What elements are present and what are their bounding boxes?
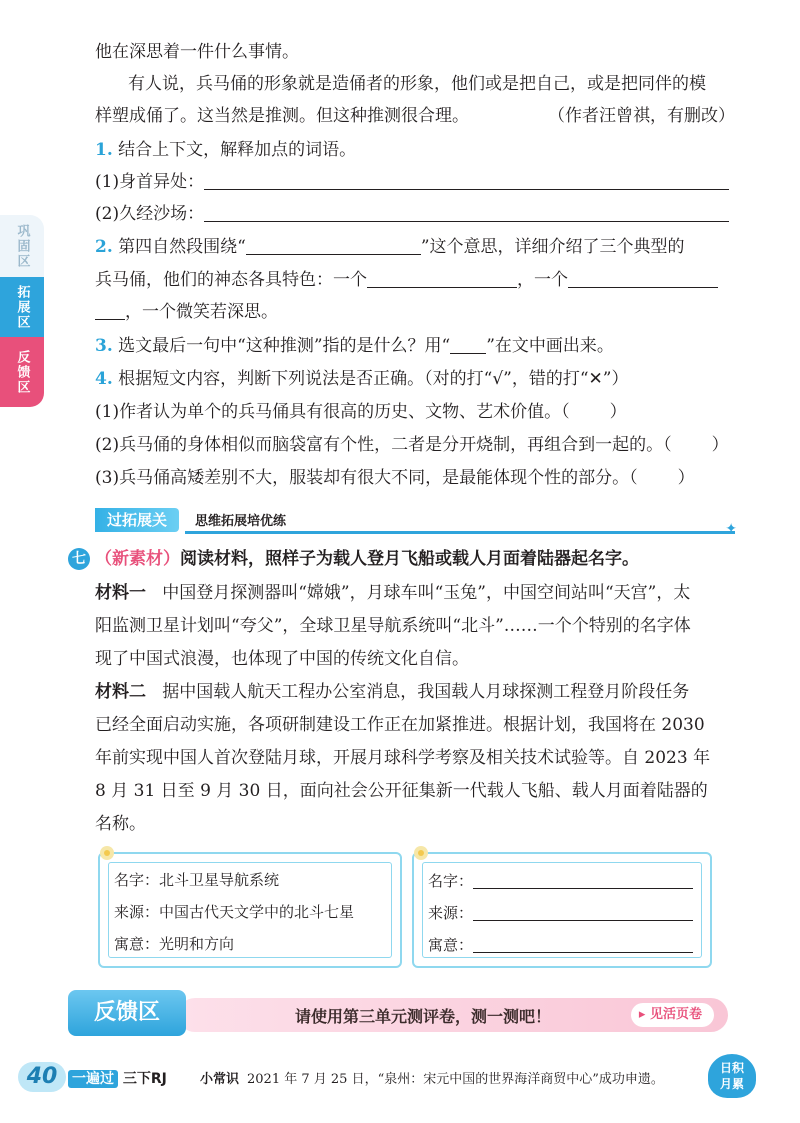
view-test-label: 见活页卷 [649, 1007, 702, 1022]
example-meaning: 寓意：光明和方向 [114, 935, 235, 953]
question-7-number: 七 [68, 548, 90, 570]
book-grade: 三下RJ [122, 1071, 167, 1087]
q1-sub-1 [95, 170, 735, 194]
feedback-bar [178, 998, 728, 1032]
q4-item-1 [95, 400, 735, 424]
material-2-line: 名称。 [95, 814, 146, 834]
material-1-line: 阳监测卫星计划叫“夸父”，全球卫星导航系统叫“北斗”……一个个特别的名字体 [95, 616, 691, 636]
book-name: 一遍过 [68, 1070, 118, 1088]
star-icon: ✦ [725, 521, 737, 537]
material-label: 材料二 [95, 682, 146, 702]
section-subtitle: 思维拓展培优练 [195, 514, 287, 529]
answer-blank[interactable] [450, 335, 486, 354]
question-text: 结合上下文，解释加点的词语。 [118, 140, 357, 160]
question-number: 2. [95, 237, 113, 257]
passage-line [95, 104, 735, 128]
side-tab-consolidate[interactable]: 巩固区 [0, 215, 44, 277]
page-footer [0, 1052, 800, 1102]
question-text: 第四自然段围绕“ [118, 237, 246, 257]
passage-line: 有人说，兵马俑的形象就是造俑者的形象，他们或是把自己，或是把同伴的模 [128, 74, 706, 94]
badge-line: 日积 [719, 1061, 744, 1075]
question-number: 1. [95, 140, 113, 160]
section-header [95, 508, 737, 537]
material-text: 据中国载人航天工程办公室消息，我国载人月球探测工程登月阶段任务 [162, 682, 690, 702]
material-1-line: 现了中国式浪漫，也体现了中国的传统文化自信。 [95, 649, 469, 669]
section-divider [185, 531, 735, 534]
answer-label: 来源： [428, 904, 474, 922]
tip-label: 小常识 [200, 1072, 240, 1087]
example-name: 名字：北斗卫星导航系统 [114, 871, 280, 889]
badge-line: 月累 [719, 1077, 744, 1091]
material-2-line: 8 月 31 日至 9 月 30 日，面向社会公开征集新一代载人飞船、载人月面着陆器的 [95, 781, 708, 801]
book-title [68, 1068, 167, 1088]
section-badge: 过拓展关 [95, 508, 179, 532]
answer-blank[interactable] [568, 269, 718, 288]
example-source: 来源：中国古代天文学中的北斗七星 [114, 903, 355, 921]
view-test-button[interactable] [631, 1003, 714, 1027]
question-text: 选文最后一句中“这种推测”指的是什么？用“ [118, 336, 451, 356]
question-text: ”在文中画出来。 [486, 336, 614, 356]
material-label: 材料一 [95, 583, 146, 603]
question-text: ”这个意思，详细介绍了三个典型的 [420, 237, 685, 257]
question-number: 3. [95, 336, 113, 356]
question-text: 兵马俑，他们的神态各具特色：一个 [95, 270, 367, 290]
answer-blank[interactable] [473, 870, 693, 889]
footer-tip [200, 1068, 664, 1087]
answer-meaning-row [428, 934, 693, 955]
material-2-line: 年前实现中国人首次登陆月球，开展月球科学考察及相关技术试验等。自 2023 年 [95, 748, 711, 768]
answer-blank[interactable] [204, 171, 729, 190]
question-1 [95, 138, 735, 162]
material-2-line: 已经全面启动实施，各项研制建设工作正在加紧推进。根据计划，我国将在 2030 [95, 715, 705, 735]
q4-item-2 [95, 433, 735, 457]
passage-source: （作者汪曾祺，有删改） [548, 106, 735, 126]
side-tab-extend[interactable]: 拓展区 [0, 277, 44, 337]
flower-icon [96, 844, 118, 862]
question-3 [95, 334, 735, 358]
answer-label: 名字： [428, 872, 474, 890]
sub-label: (2)久经沙场： [95, 204, 205, 224]
question-2-line3 [95, 300, 735, 324]
q4-item-3 [95, 466, 735, 490]
play-icon: ▸ [638, 1007, 650, 1022]
question-number: 4. [95, 369, 113, 389]
answer-card [412, 852, 712, 968]
question-title: 阅读材料，照样子为载人登月飞船或载人月面着陆器起名字。 [180, 549, 639, 569]
feedback-text: 请使用第三单元测评卷，测一测吧！ [294, 1007, 551, 1026]
page-number: 40 [18, 1062, 66, 1092]
answer-blank[interactable] [473, 902, 693, 921]
question-4 [95, 367, 735, 391]
material-text: 中国登月探测器叫“嫦娥”，月球车叫“玉兔”，中国空间站叫“天宫”，太 [162, 583, 691, 603]
question-text: ，一个微笑若深思。 [125, 302, 278, 322]
statement-close: ） [609, 402, 627, 422]
answer-name-row [428, 870, 693, 891]
sub-label: (1)身首异处： [95, 172, 205, 192]
new-material-tag: （新素材） [95, 549, 180, 569]
feedback-banner [68, 990, 728, 1036]
passage-text: 样塑成俑了。这当然是推测。但这种推测很合理。 [95, 106, 469, 126]
q1-sub-2 [95, 202, 735, 226]
statement-text: (2)兵马俑的身体相似而脑袋富有个性，二者是分开烧制，再组合到一起的。（ [95, 435, 672, 455]
question-text: ，一个 [517, 270, 568, 290]
question-2-line2 [95, 268, 735, 292]
statement-text: (3)兵马俑高矮差别不大，服装却有很大不同，是最能体现个性的部分。（ [95, 468, 638, 488]
statement-close: ） [677, 468, 695, 488]
example-card [98, 852, 402, 968]
statement-text: (1)作者认为单个的兵马俑具有很高的历史、文物、艺术价值。（ [95, 402, 570, 422]
daily-badge [708, 1054, 756, 1098]
feedback-badge: 反馈区 [68, 990, 186, 1036]
answer-blank[interactable] [473, 934, 693, 953]
answer-label: 寓意： [428, 936, 474, 954]
material-2-line [95, 680, 735, 704]
answer-blank[interactable] [95, 301, 125, 320]
question-7-title [95, 547, 735, 571]
question-text: 根据短文内容，判断下列说法是否正确。（对的打“√”，错的打“✕”） [118, 369, 629, 389]
answer-blank[interactable] [246, 236, 421, 255]
flower-icon [410, 844, 432, 862]
passage-line: 他在深思着一件什么事情。 [95, 42, 299, 62]
answer-blank[interactable] [367, 269, 517, 288]
answer-source-row [428, 902, 693, 923]
statement-close: ） [711, 435, 729, 455]
material-1-line [95, 581, 735, 605]
question-2 [95, 235, 735, 259]
side-tab-feedback[interactable]: 反馈区 [0, 337, 44, 407]
tip-text: 2021 年 7 月 25 日，“泉州：宋元中国的世界海洋商贸中心”成功申遗。 [247, 1072, 664, 1087]
answer-blank[interactable] [204, 203, 729, 222]
